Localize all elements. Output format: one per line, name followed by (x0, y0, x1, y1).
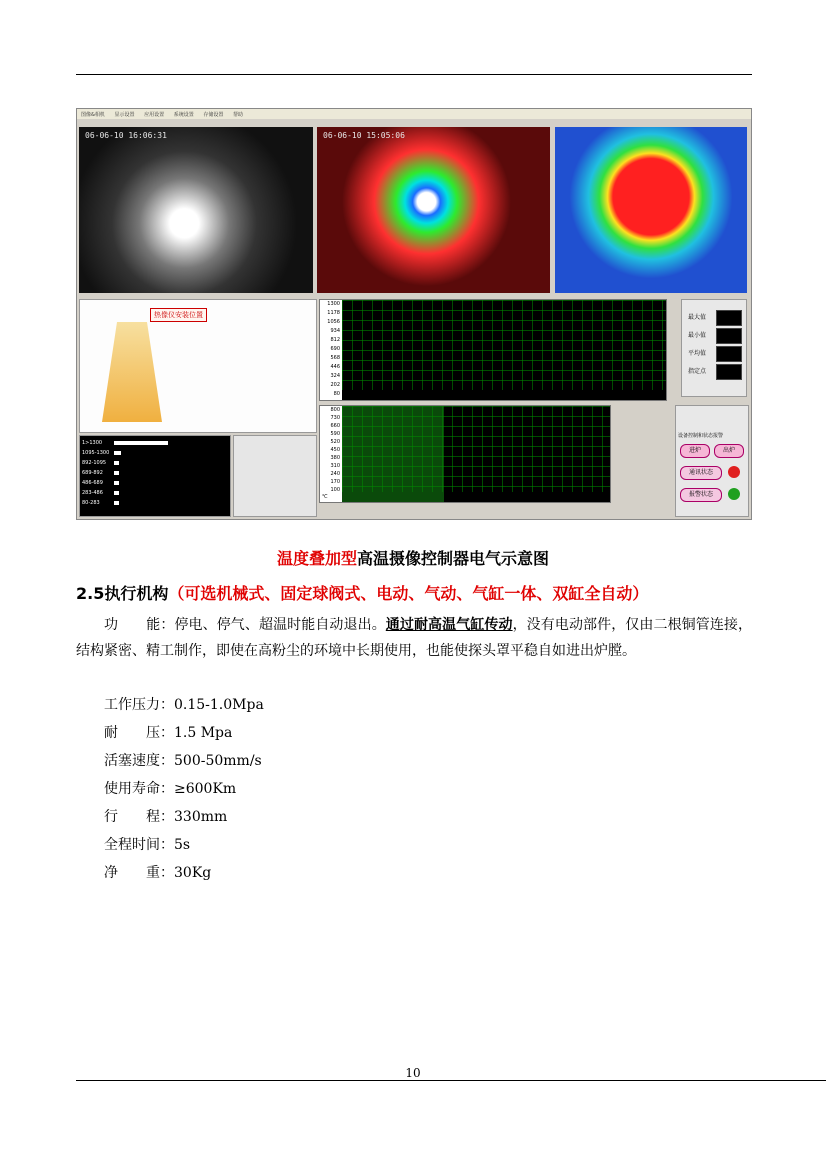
tick-label: 730 (330, 415, 340, 421)
tick-label: 520 (330, 439, 340, 445)
section-number: 2.5执行机构 (76, 584, 169, 603)
menu-item[interactable]: 应用设置 (144, 112, 165, 118)
footer-rule (76, 1080, 826, 1081)
control-title: 设备控制和状态报警 (678, 433, 724, 439)
bar-label: 80-283 (82, 500, 100, 506)
spec-line: 使用寿命：≥600Km (104, 781, 237, 797)
tick-label: 1300 (327, 301, 340, 307)
visible-camera-view (79, 127, 313, 293)
menu-item[interactable]: 图像&相机 (81, 112, 105, 118)
section-heading (76, 581, 648, 604)
temp-bar (114, 471, 119, 475)
thermal-camera-view (317, 127, 550, 293)
tick-label: 240 (330, 471, 340, 477)
bar-label: 486-689 (82, 480, 103, 486)
para-emphasis: 通过耐高温气缸传动 (385, 617, 513, 633)
chart-grid (342, 406, 610, 492)
tick-label: 380 (330, 455, 340, 461)
exit-furnace-button[interactable]: 出炉 (714, 444, 744, 458)
menu-item[interactable]: 帮助 (232, 112, 243, 118)
tick-label: 446 (330, 364, 340, 370)
menu-item[interactable]: 显示设置 (114, 112, 135, 118)
bar-label: 689-892 (82, 470, 103, 476)
tick-label: 310 (330, 463, 340, 469)
tick-label: 80 (333, 391, 340, 397)
timestamp: 06-06-10 15:05:06 (323, 131, 405, 140)
tick-label: 590 (330, 431, 340, 437)
legend-entry: 平均值 (688, 350, 707, 357)
y-axis (320, 300, 342, 400)
legend-swatch (716, 364, 742, 380)
figure-caption (0, 546, 826, 569)
para-rest: ，没有电动部件，仅由二根铜管连接，结构紧密、精工制作，即使在高粉尘的环境中长期使用，也能使探头罩平稳自如进出炉膛。 (76, 617, 753, 659)
chart-grid (342, 300, 666, 390)
header-rule (76, 74, 752, 75)
software-menubar (77, 109, 751, 119)
caption-black: 高温摄像控制器电气示意图 (357, 549, 550, 568)
legend-swatch (716, 328, 742, 344)
unit-label: ℃ (322, 494, 328, 500)
temperature-trend-chart-2 (319, 405, 611, 503)
tick-label: 934 (330, 328, 340, 334)
spec-line: 净 重：30Kg (104, 865, 212, 881)
tick-label: 812 (330, 337, 340, 343)
tick-label: 100 (330, 487, 340, 493)
enter-furnace-button[interactable]: 进炉 (680, 444, 710, 458)
tick-label: 568 (330, 355, 340, 361)
caption-red: 温度叠加型 (276, 549, 357, 568)
legend-entry: 最小值 (688, 332, 707, 339)
bar-label: 892-1095 (82, 460, 107, 466)
menu-item[interactable]: 存储设置 (203, 112, 224, 118)
spec-line: 工作压力：0.15-1.0Mpa (104, 697, 264, 713)
temp-bar (114, 461, 119, 465)
furnace-diagram (79, 299, 317, 433)
comm-status-button[interactable]: 通讯状态 (680, 466, 722, 480)
bar-label: 1>1300 (82, 440, 103, 446)
device-control-panel (675, 405, 749, 517)
timestamp: 06-06-10 16:06:31 (85, 131, 167, 140)
spec-line: 行 程：330mm (104, 809, 228, 825)
spec-line: 全程时间：5s (104, 837, 191, 853)
temperature-overlay-view (555, 127, 747, 293)
temp-bar (114, 501, 119, 505)
spec-line: 耐 压：1.5 Mpa (104, 725, 233, 741)
tick-label: 450 (330, 447, 340, 453)
temperature-trend-chart-1 (319, 299, 667, 401)
slider-panel[interactable] (233, 435, 317, 517)
tick-label: 660 (330, 423, 340, 429)
page-number: 10 (405, 1066, 421, 1080)
legend-swatch (716, 310, 742, 326)
controller-screenshot-figure (76, 108, 752, 520)
temp-bar (114, 481, 119, 485)
y-axis (320, 406, 342, 502)
legend-entry: 指定点 (688, 368, 707, 375)
tick-label: 1056 (327, 319, 340, 325)
tick-label: 324 (330, 373, 340, 379)
temp-bar (114, 441, 168, 445)
bar-label: 1095-1300 (82, 450, 110, 456)
menu-item[interactable]: 系统设置 (173, 112, 194, 118)
tick-label: 202 (330, 382, 340, 388)
tick-label: 170 (330, 479, 340, 485)
tick-label: 1178 (327, 310, 340, 316)
para-lead: 功 能：停电、停气、超温时能自动退出。 (104, 617, 386, 633)
function-paragraph (76, 612, 752, 664)
temp-bar (114, 491, 119, 495)
chart-legend (681, 299, 747, 397)
spec-line: 活塞速度：500-50mm/s (104, 753, 262, 769)
tick-label: 690 (330, 346, 340, 352)
furnace-shape (102, 322, 162, 422)
comm-status-light (728, 466, 740, 478)
alarm-status-light (728, 488, 740, 500)
temp-bar (114, 451, 121, 455)
bar-label: 283-486 (82, 490, 103, 496)
alarm-status-button[interactable]: 报警状态 (680, 488, 722, 502)
legend-swatch (716, 346, 742, 362)
section-options: （可选机械式、固定球阀式、电动、气动、气缸一体、双缸全自动） (168, 584, 649, 603)
tick-label: 800 (330, 407, 340, 413)
legend-entry: 最大值 (688, 314, 707, 321)
temperature-distribution-bars (79, 435, 231, 517)
install-position-label: 热像仪安装位置 (150, 308, 207, 322)
